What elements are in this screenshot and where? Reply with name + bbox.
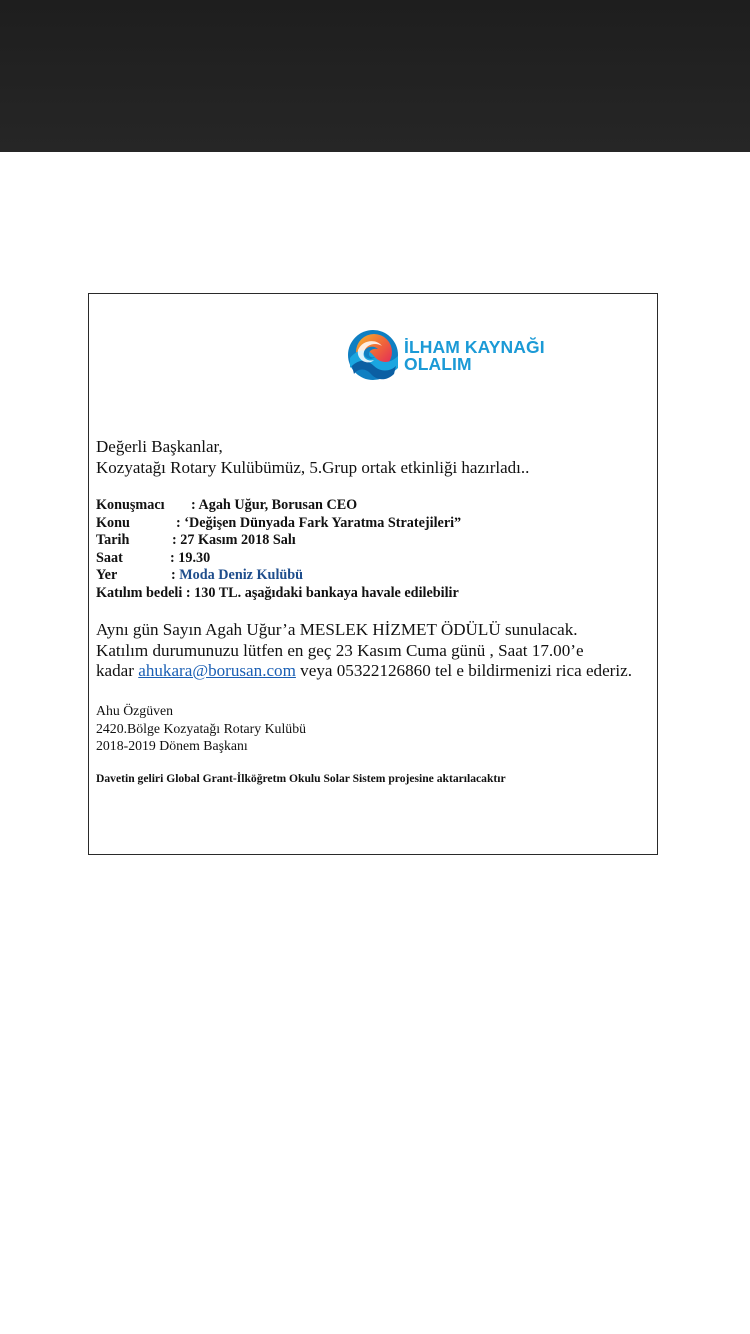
announcement-line-2: Katılım durumunuzu lütfen en geç 23 Kasım Cuma günü , Saat 17.00’e [96, 640, 584, 660]
signature-club: 2420.Bölge Kozyatağı Rotary Kulübü [96, 720, 306, 736]
detail-value: : 19.30 [170, 549, 211, 566]
logo [344, 328, 545, 384]
announcement-line-1: Aynı gün Sayın Agah Uğur’a MESLEK HİZMET ÖDÜLÜ sunulacak. [96, 620, 578, 639]
logo-line-2: OLALIM [404, 354, 472, 374]
detail-row-speaker [96, 497, 461, 515]
venue-name: Moda Deniz Kulübü [179, 567, 304, 584]
detail-row-date [96, 532, 461, 550]
logo-line-1: İLHAM KAYNAĞI [404, 337, 545, 357]
announcement-prefix: kadar [96, 661, 139, 680]
top-bar [0, 0, 750, 152]
detail-label: Tarih [96, 532, 130, 549]
signature-name: Ahu Özgüven [96, 703, 174, 718]
event-details [96, 497, 461, 603]
announcement-line-3 [96, 661, 632, 682]
detail-value: : ‘Değişen Dünyada Fark Yaratma Stratejileri” [176, 514, 462, 531]
detail-label: Saat [96, 549, 123, 566]
detail-label: Katılım bedeli [96, 584, 183, 601]
detail-value: : 27 Kasım 2018 Salı [172, 532, 296, 549]
footer-note: Davetin geliri Global Grant-İlköğretm Okulu Solar Sistem projesine aktarılacaktır [96, 772, 506, 785]
detail-row-venue [96, 567, 461, 585]
detail-label: Konu [96, 514, 130, 531]
detail-value: : [171, 567, 180, 584]
rotary-wave-icon [344, 328, 400, 384]
greeting [96, 436, 529, 478]
greeting-line-1: Değerli Başkanlar, [96, 437, 223, 456]
email-link[interactable]: ahukara@borusan.com [138, 661, 296, 680]
greeting-line-2: Kozyatağı Rotary Kulübümüz, 5.Grup ortak etkinliği hazırladı.. [96, 458, 530, 477]
announcement-suffix: veya 05322126860 tel e bildirmenizi rica ederiz. [295, 661, 632, 680]
announcement [96, 620, 632, 682]
detail-label: Yer [96, 567, 118, 584]
detail-value: : Agah Uğur, Borusan CEO [191, 497, 358, 513]
detail-row-fee [96, 585, 461, 603]
invitation-document [88, 293, 658, 855]
signature [96, 702, 306, 755]
logo-text [404, 339, 545, 373]
detail-row-topic [96, 515, 461, 533]
detail-label: Konuşmacı [96, 497, 165, 513]
detail-row-time [96, 550, 461, 568]
signature-role: 2018-2019 Dönem Başkanı [96, 738, 248, 753]
detail-value: : 130 TL. aşağıdaki bankaya havale edilebilir [182, 584, 459, 601]
